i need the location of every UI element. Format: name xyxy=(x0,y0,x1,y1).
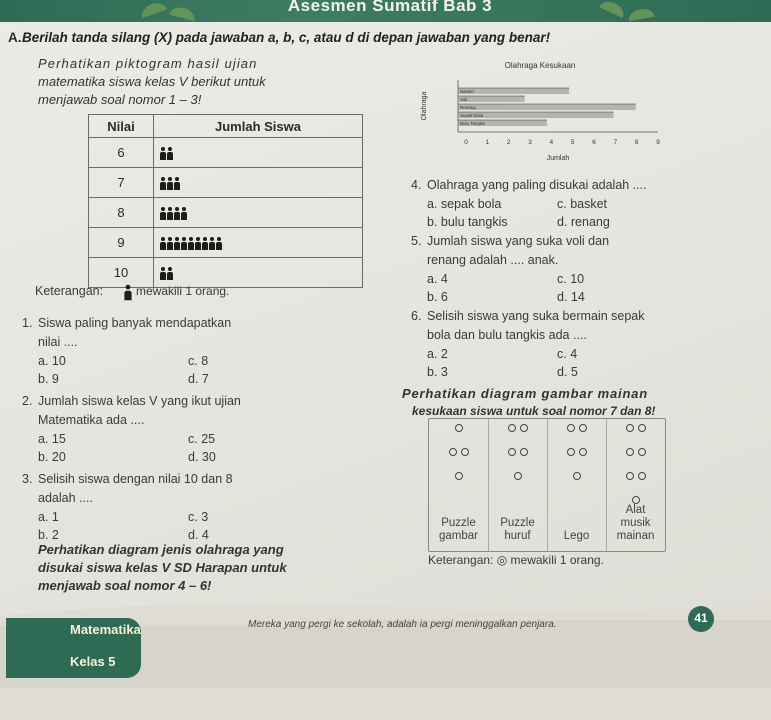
toy-label xyxy=(429,517,488,543)
x-tick-label: 6 xyxy=(592,139,596,146)
question-number: 5. xyxy=(411,234,422,248)
x-tick-label: 1 xyxy=(485,139,490,146)
person-icon xyxy=(195,237,201,250)
choice-d: d. renang xyxy=(557,215,610,229)
left-outro-line1: Perhatikan diagram jenis olahraga yang xyxy=(38,542,284,557)
person-dot-icon xyxy=(508,424,516,432)
question-number: 3. xyxy=(22,472,33,486)
choice-a: a. 10 xyxy=(38,354,66,368)
toy-legend: Keterangan: ◎ mewakili 1 orang. xyxy=(428,553,604,567)
person-dot-icon xyxy=(638,448,646,456)
bar-category-label: Renang xyxy=(460,105,476,110)
toy-label-line: huruf xyxy=(504,530,531,542)
bar-category-label: Bulu Tangkis xyxy=(460,121,486,126)
choice-a: a. 1 xyxy=(38,510,59,524)
toy-cell xyxy=(547,447,606,459)
section-label: A. xyxy=(8,30,22,45)
bar xyxy=(458,88,569,94)
toy-label xyxy=(547,530,606,543)
person-dot-icon xyxy=(626,424,634,432)
toy-cell xyxy=(429,423,488,435)
sports-bar-chart xyxy=(418,60,663,170)
leaf-decoration-icon xyxy=(169,5,197,21)
person-icon xyxy=(181,237,187,250)
choice-d: d. 5 xyxy=(557,365,578,379)
toy-cell xyxy=(429,447,488,459)
y-axis-label: Olahraga xyxy=(421,91,428,121)
person-dot-icon xyxy=(567,448,575,456)
person-dot-icon xyxy=(520,424,528,432)
chart-title: Olahraga Kesukaan xyxy=(504,61,576,70)
person-dot-icon xyxy=(579,448,587,456)
table-row xyxy=(89,228,363,258)
choice-c: c. basket xyxy=(557,197,608,211)
x-tick-label: 5 xyxy=(570,139,575,146)
person-icon xyxy=(174,237,180,250)
bar xyxy=(458,104,636,110)
toy-cell xyxy=(606,423,665,435)
question-text: Selisih siswa yang suka bermain sepak xyxy=(427,309,645,323)
choice-c: c. 10 xyxy=(557,272,585,286)
pictograph-intro-line1: Perhatikan piktogram hasil ujian xyxy=(38,56,258,71)
table-row xyxy=(89,168,363,198)
page-title: Asesmen Sumatif Bab 3 xyxy=(287,0,493,15)
person-dot-icon xyxy=(455,472,463,480)
pictograph-legend-text: mewakili 1 orang. xyxy=(136,284,230,298)
toy-label-line: Puzzle xyxy=(441,517,476,529)
footer-quote: Mereka yang pergi ke sekolah, adalah ia pergi meninggalkan penjara. xyxy=(248,619,557,630)
person-icon xyxy=(160,237,166,250)
toy-label xyxy=(606,504,665,543)
sports-bar-chart-svg xyxy=(418,60,663,170)
leaf-decoration-icon xyxy=(599,0,627,18)
toy-cell xyxy=(488,423,547,435)
x-tick-label: 9 xyxy=(656,139,660,146)
column-header-jumlah-siswa: Jumlah Siswa xyxy=(154,115,363,138)
person-icon xyxy=(160,177,166,190)
footer-grade: Kelas 5 xyxy=(70,654,116,669)
toy-intro-line1: Perhatikan diagram gambar mainan xyxy=(402,386,648,401)
bar-category-label: Sepak Bola xyxy=(460,113,484,118)
toy-intro-line2: kesukaan siswa untuk soal nomor 7 dan 8! xyxy=(412,404,656,418)
choice-c: c. 25 xyxy=(188,432,216,446)
left-outro-line2: disukai siswa kelas V SD Harapan untuk xyxy=(38,560,287,575)
person-icon xyxy=(216,237,222,250)
question-text: Jumlah siswa yang suka voli dan xyxy=(427,234,610,248)
choice-a: a. sepak bola xyxy=(427,197,502,211)
choice-d: d. 4 xyxy=(188,528,209,542)
toy-label-line: Lego xyxy=(563,530,590,542)
toy-label xyxy=(488,517,547,543)
toy-cell xyxy=(606,447,665,459)
person-icon xyxy=(160,267,166,280)
left-outro-line3: menjawab soal nomor 4 – 6! xyxy=(38,578,212,593)
person-dot-icon xyxy=(455,424,463,432)
toy-cell xyxy=(547,423,606,435)
person-dot-icon xyxy=(638,424,646,432)
choice-c: c. 3 xyxy=(188,510,209,524)
toy-label-line: Alat xyxy=(625,504,646,516)
person-dot-icon xyxy=(508,448,516,456)
question-text-continued: adalah .... xyxy=(38,491,93,505)
person-icon xyxy=(202,237,208,250)
footer-subject: Matematika xyxy=(70,622,141,637)
person-dot-icon xyxy=(514,472,522,480)
choice-b: b. 3 xyxy=(427,365,448,379)
choice-b: b. 2 xyxy=(38,528,59,542)
choice-b: b. 6 xyxy=(427,290,448,304)
x-tick-label: 4 xyxy=(549,139,554,146)
question-text: Selisih siswa dengan nilai 10 dan 8 xyxy=(38,472,233,486)
x-tick-label: 7 xyxy=(613,139,618,146)
person-icon xyxy=(167,177,173,190)
leaf-decoration-icon xyxy=(139,0,167,18)
person-icon xyxy=(167,237,173,250)
pictograph-intro-line2: matematika siswa kelas V berikut untuk xyxy=(38,74,266,89)
jumlah-siswa-cell xyxy=(154,228,363,258)
choice-b: b. 20 xyxy=(38,450,66,464)
question-text: Siswa paling banyak mendapatkan xyxy=(38,316,232,330)
person-icon xyxy=(174,207,180,220)
person-dot-icon xyxy=(638,472,646,480)
x-tick-label: 8 xyxy=(634,139,639,146)
pictograph-intro-line3: menjawab soal nomor 1 – 3! xyxy=(38,92,202,107)
toy-cell xyxy=(429,471,488,483)
person-icon xyxy=(174,177,180,190)
question-text-continued: Matematika ada .... xyxy=(38,413,145,427)
nilai-cell: 9 xyxy=(89,228,154,258)
choice-a: a. 2 xyxy=(427,347,448,361)
person-icon xyxy=(167,147,173,160)
person-dot-icon xyxy=(626,448,634,456)
toy-label-line: mainan xyxy=(616,530,655,542)
person-icon xyxy=(181,207,187,220)
person-icon xyxy=(160,147,166,160)
person-dot-icon xyxy=(573,472,581,480)
table-row xyxy=(89,198,363,228)
question-number: 4. xyxy=(411,178,422,192)
person-dot-icon xyxy=(449,448,457,456)
person-dot-icon xyxy=(520,448,528,456)
instruction-text: Berilah tanda silang (X) pada jawaban a, b, c, atau d di depan jawaban yang benar! xyxy=(22,30,551,45)
pictograph-legend-label: Keterangan: xyxy=(35,284,104,298)
choice-c: c. 8 xyxy=(188,354,209,368)
question-text-continued: bola dan bulu tangkis ada .... xyxy=(427,328,587,342)
question-text: Olahraga yang paling disukai adalah .... xyxy=(427,178,647,192)
toy-label-line: Puzzle xyxy=(500,517,535,529)
toy-label-line: gambar xyxy=(439,530,478,542)
choice-c: c. 4 xyxy=(557,347,578,361)
choice-d: d. 14 xyxy=(557,290,585,304)
person-icon xyxy=(160,207,166,220)
nilai-cell: 10 xyxy=(89,258,154,288)
choice-a: a. 15 xyxy=(38,432,66,446)
person-dot-icon xyxy=(632,496,640,504)
jumlah-siswa-cell xyxy=(154,168,363,198)
person-icon xyxy=(188,237,194,250)
question-number: 6. xyxy=(411,309,422,323)
table-row xyxy=(89,258,363,288)
bar-category-label: Basket xyxy=(460,89,474,94)
jumlah-siswa-cell xyxy=(154,258,363,288)
table-row xyxy=(89,138,363,168)
person-dot-icon xyxy=(567,424,575,432)
jumlah-siswa-cell xyxy=(154,138,363,168)
choice-d: d. 30 xyxy=(188,450,216,464)
choice-b: b. bulu tangkis xyxy=(427,215,508,229)
choice-d: d. 7 xyxy=(188,372,209,386)
nilai-cell: 6 xyxy=(89,138,154,168)
nilai-cell: 7 xyxy=(89,168,154,198)
person-dot-icon xyxy=(461,448,469,456)
column-header-nilai: Nilai xyxy=(89,115,154,138)
person-dot-icon xyxy=(626,472,634,480)
page-footer xyxy=(0,598,771,720)
toy-cell xyxy=(547,471,606,483)
nilai-cell: 8 xyxy=(89,198,154,228)
pictograph-body xyxy=(89,138,363,288)
toy-cell xyxy=(488,447,547,459)
x-axis-label: Jumlah xyxy=(546,155,570,162)
x-tick-label: 0 xyxy=(464,139,468,146)
question-text-continued: nilai .... xyxy=(38,335,78,349)
person-icon xyxy=(209,237,215,250)
x-tick-label: 2 xyxy=(506,139,511,146)
person-icon xyxy=(124,285,131,301)
toy-diagram xyxy=(428,418,666,552)
bar-category-label: Voli xyxy=(460,97,468,102)
question-text-continued: renang adalah .... anak. xyxy=(427,253,559,267)
person-icon xyxy=(167,267,173,280)
choice-a: a. 4 xyxy=(427,272,448,286)
toy-cell xyxy=(488,471,547,483)
leaf-decoration-icon xyxy=(627,7,654,21)
page-number: 41 xyxy=(694,611,708,625)
question-text: Jumlah siswa kelas V yang ikut ujian xyxy=(38,394,241,408)
person-icon xyxy=(167,207,173,220)
question-number: 2. xyxy=(22,394,33,408)
choice-b: b. 9 xyxy=(38,372,59,386)
question-number: 1. xyxy=(22,316,33,330)
bar xyxy=(458,96,525,102)
toy-label-line: musik xyxy=(620,517,651,529)
x-tick-label: 3 xyxy=(528,139,532,146)
jumlah-siswa-cell xyxy=(154,198,363,228)
pictograph-table xyxy=(88,114,363,288)
person-dot-icon xyxy=(579,424,587,432)
toy-cell xyxy=(606,471,665,483)
